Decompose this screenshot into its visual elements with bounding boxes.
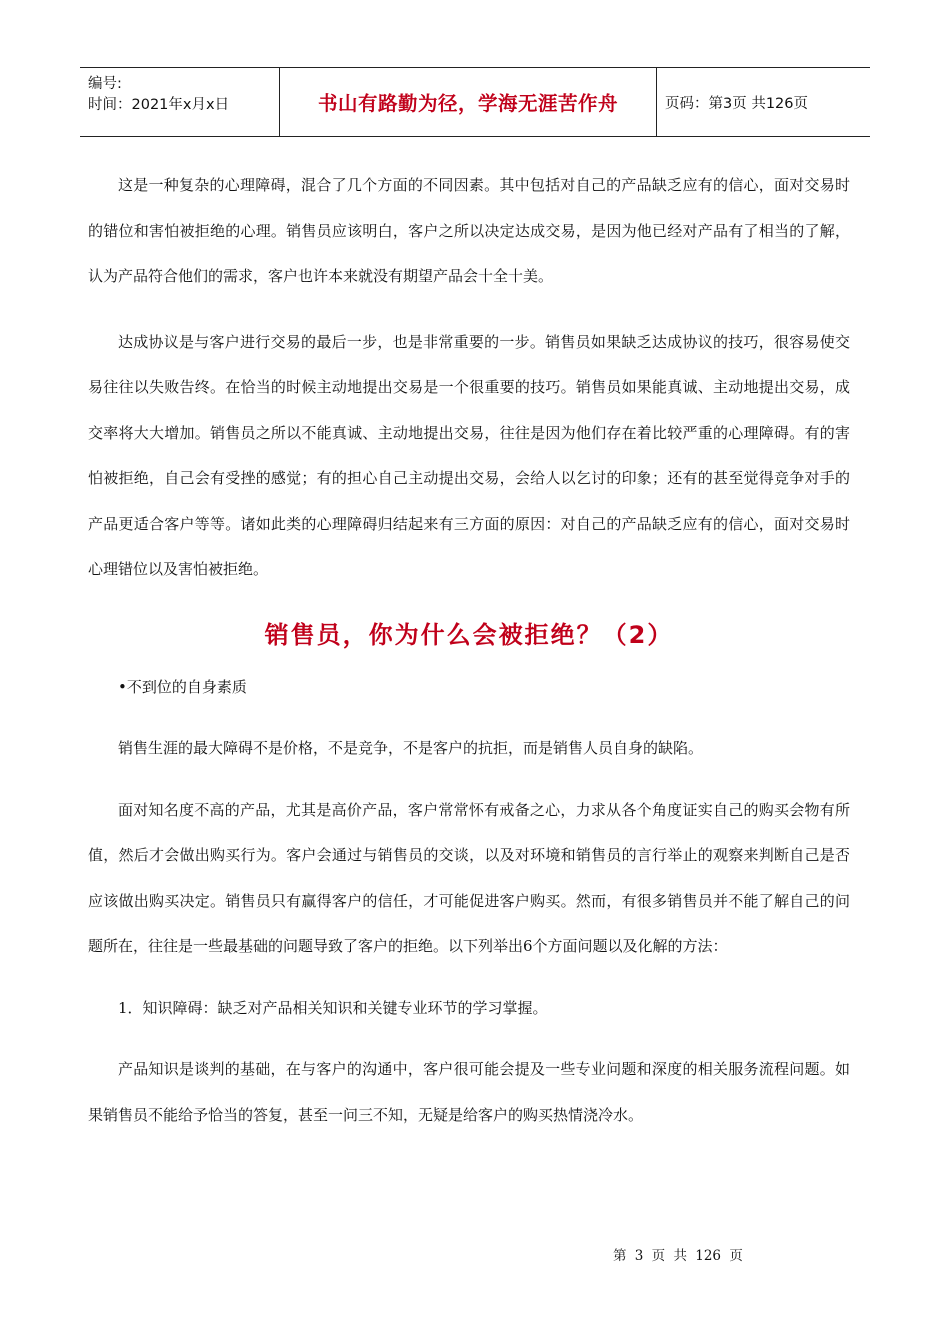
document-date-label: 时间：2021年x月x日 xyxy=(88,97,230,113)
body-paragraph: 销售生涯的最大障碍不是价格，不是竞争，不是客户的抗拒，而是销售人员自身的缺陷。 xyxy=(118,739,704,757)
body-paragraph: 产品知识是谈判的基础，在与客户的沟通中，客户很可能会提及一些专业问题和深度的相关服务流程问题。如果销售员不能给予恰当的答复，甚至一问三不知，无疑是给客户的购买热情浇冷水。 xyxy=(88,1060,850,1124)
bullet-subheading: •不到位的自身素质 xyxy=(118,677,247,696)
header-meta xyxy=(80,68,280,136)
body-paragraph: 面对知名度不高的产品，尤其是高价产品，客户常常怀有戒备之心，力求从各个角度证实自己的购买会物有所值，然后才会做出购买行为。客户会通过与销售员的交谈，以及对环境和销售员的言行举止的观察来判断自己是否应该做出购买决定。销售员只有赢得客户的信任，才可能促进客户购买。然而，有很多销售员并不能了解自己的问题所在，往往是一些最基础的问题导致了客户的拒绝。以下列举出6个方面问题以及化解的方法： xyxy=(88,800,850,955)
document-body xyxy=(88,163,850,1138)
section-title: 销售员，你为什么会被拒绝？（2） xyxy=(264,620,674,649)
page-header xyxy=(80,67,870,137)
header-page-label: 页码：第3页 共126页 xyxy=(665,95,809,112)
body-paragraph: 达成协议是与客户进行交易的最后一步，也是非常重要的一步。销售员如果缺乏达成协议的技巧，很容易使交易往往以失败告终。在恰当的时候主动地提出交易是一个很重要的技巧。销售员如果能真诚、主动地提出交易，成交率将大大增加。销售员之所以不能真诚、主动地提出交易，往往是因为他们存在着比较严重的心理障碍。有的害怕被拒绝，自己会有受挫的感觉；有的担心自己主动提出交易，会给人以乞讨的印象；还有的甚至觉得竞争对手的产品更适合客户等等。诸如此类的心理障碍归结起来有三方面的原因：对自己的产品缺乏应有的信心，面对交易时心理错位以及害怕被拒绝。 xyxy=(88,332,850,578)
header-motto: 书山有路勤为径，学海无涯苦作舟 xyxy=(280,68,657,136)
page-footer: 第 3 页 共 126 页 xyxy=(613,1248,743,1264)
body-paragraph: 这是一种复杂的心理障碍，混合了几个方面的不同因素。其中包括对自己的产品缺乏应有的信心，面对交易时的错位和害怕被拒绝的心理。销售员应该明白，客户之所以决定达成交易，是因为他已经对产品有了相当的了解，认为产品符合他们的需求，客户也许本来就没有期望产品会十全十美。 xyxy=(88,176,850,285)
document-number-label: 编号: xyxy=(88,76,122,92)
numbered-item: 1．知识障碍：缺乏对产品相关知识和关键专业环节的学习掌握。 xyxy=(118,998,548,1017)
